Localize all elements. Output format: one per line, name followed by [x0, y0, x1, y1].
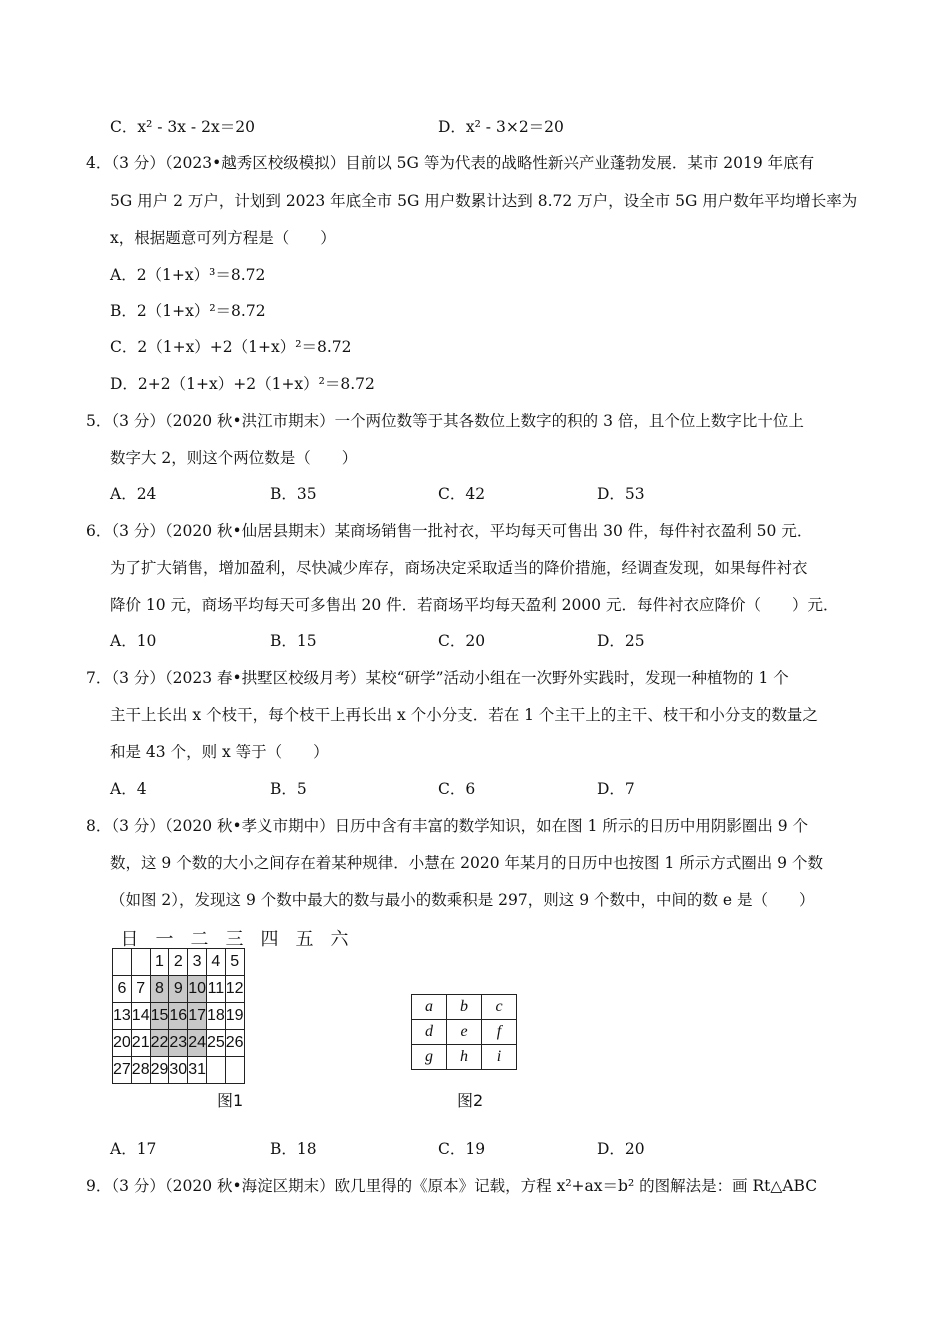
calendar-cell-shaded: 8 [150, 976, 169, 1003]
q8-option-c: C．19 [438, 1140, 486, 1158]
q5-option-c: C．42 [438, 485, 486, 503]
calendar-cell: 25 [206, 1030, 225, 1057]
q4-option-d: D．2+2（1+x）+2（1+x）²＝8.72 [110, 375, 375, 393]
q4-option-a: A．2（1+x）³＝8.72 [110, 266, 266, 284]
calendar-row [113, 1003, 245, 1030]
weekday-sat: 六 [330, 929, 349, 950]
calendar-cell-shaded: 9 [169, 976, 188, 1003]
letter-cell: b [447, 995, 482, 1020]
letter-grid-row [412, 1020, 517, 1045]
q7-option-a: A．4 [110, 780, 147, 798]
letter-cell: e [447, 1020, 482, 1045]
weekday-header [112, 925, 358, 950]
calendar-cell-shaded: 15 [150, 1003, 169, 1030]
calendar-cell-shaded: 17 [188, 1003, 207, 1030]
q5-stem-line2: 数字大 2，则这个两位数是（ ） [110, 449, 358, 467]
q8-stem-line3: （如图 2），发现这 9 个数中最大的数与最小的数乘积是 297，则这 9 个数中，中间的数 e 是（ ） [110, 891, 815, 909]
weekday-mon: 一 [155, 929, 174, 950]
q7-stem-line2: 主干上长出 x 个枝干，每个枝干上再长出 x 个小分支．若在 1 个主干上的主干、枝干和小分支的数量之 [110, 706, 818, 724]
weekday-thu: 四 [260, 929, 279, 950]
q7-option-d: D．7 [597, 780, 635, 798]
q6-stem-line1: 6．（3 分）（2020 秋•仙居县期末）某商场销售一批衬衣，平均每天可售出 30 件，每件衬衣盈利 50 元． [86, 522, 813, 540]
q4-stem-line3: x，根据题意可列方程是（ ） [110, 229, 336, 247]
letter-cell: i [482, 1045, 517, 1070]
calendar-cell-shaded: 16 [169, 1003, 188, 1030]
calendar-cell: 30 [169, 1057, 188, 1084]
weekday-tue: 二 [190, 929, 209, 950]
calendar-row [113, 949, 245, 976]
q5-option-a: A．24 [110, 485, 157, 503]
letter-grid-row [412, 1045, 517, 1070]
weekday-fri: 五 [295, 929, 314, 950]
calendar-cell: 6 [113, 976, 132, 1003]
weekday-wed: 三 [225, 929, 244, 950]
letter-cell: h [447, 1045, 482, 1070]
calendar-cell: 20 [113, 1030, 132, 1057]
calendar-cell: 2 [169, 949, 188, 976]
calendar-cell [225, 1057, 244, 1084]
q4-option-c: C．2（1+x）+2（1+x）²＝8.72 [110, 338, 352, 356]
calendar-row [113, 1030, 245, 1057]
calendar-cell: 7 [131, 976, 150, 1003]
calendar-row [113, 1057, 245, 1084]
calendar-cell: 4 [206, 949, 225, 976]
q8-option-a: A．17 [110, 1140, 157, 1158]
q7-option-b: B．5 [270, 780, 307, 798]
q3-option-d: D．x² ‐ 3×2＝20 [438, 118, 564, 136]
q4-stem-line1: 4．（3 分）（2023•越秀区校级模拟）目前以 5G 等为代表的战略性新兴产业蓬勃发展．某市 2019 年底有 [86, 154, 815, 172]
calendar-grid [112, 948, 245, 1084]
calendar-cell: 12 [225, 976, 244, 1003]
letter-cell: d [412, 1020, 447, 1045]
q9-stem-line1: 9．（3 分）（2020 秋•海淀区期末）欧几里得的《原本》记载，方程 x²+ax＝b² 的图解法是：画 Rt△ABC [86, 1177, 818, 1195]
calendar-cell [206, 1057, 225, 1084]
q3-option-c: C．x² ‐ 3x ‐ 2x＝20 [110, 118, 255, 136]
letter-grid-row [412, 995, 517, 1020]
calendar-cell [131, 949, 150, 976]
calendar-cell-shaded: 10 [188, 976, 207, 1003]
q6-stem-line3: 降价 10 元，商场平均每天可多售出 20 件．若商场平均每天盈利 2000 元．每件衬衣应降价（ ）元． [110, 596, 839, 614]
calendar-cell-shaded: 24 [188, 1030, 207, 1057]
figure2-caption: 图2 [457, 1091, 484, 1110]
q6-option-c: C．20 [438, 632, 486, 650]
q7-stem-line3: 和是 43 个，则 x 等于（ ） [110, 743, 329, 761]
calendar-cell: 14 [131, 1003, 150, 1030]
calendar-cell-shaded: 23 [169, 1030, 188, 1057]
calendar-cell: 5 [225, 949, 244, 976]
calendar-row [113, 976, 245, 1003]
calendar-cell: 11 [206, 976, 225, 1003]
q8-option-b: B．18 [270, 1140, 317, 1158]
calendar-cell: 19 [225, 1003, 244, 1030]
q4-stem-line2: 5G 用户 2 万户，计划到 2023 年底全市 5G 用户数累计达到 8.72 万户，设全市 5G 用户数年平均增长率为 [110, 192, 858, 210]
q8-stem-line2: 数，这 9 个数的大小之间存在着某种规律．小慧在 2020 年某月的日历中也按图 1 所示方式圈出 9 个数 [110, 854, 823, 872]
calendar-cell: 28 [131, 1057, 150, 1084]
q6-option-b: B．15 [270, 632, 317, 650]
q5-option-d: D．53 [597, 485, 645, 503]
calendar-cell: 29 [150, 1057, 169, 1084]
q8-option-d: D．20 [597, 1140, 645, 1158]
letter-grid-figure [411, 994, 517, 1070]
q8-stem-line1: 8．（3 分）（2020 秋•孝义市期中）日历中含有丰富的数学知识，如在图 1 所示的日历中用阴影圈出 9 个 [86, 817, 809, 835]
calendar-cell: 27 [113, 1057, 132, 1084]
weekday-sun: 日 [120, 929, 139, 950]
calendar-cell: 21 [131, 1030, 150, 1057]
calendar-cell: 3 [188, 949, 207, 976]
q5-option-b: B．35 [270, 485, 317, 503]
q4-option-b: B．2（1+x）²＝8.72 [110, 302, 266, 320]
calendar-cell: 18 [206, 1003, 225, 1030]
q5-stem-line1: 5．（3 分）（2020 秋•洪江市期末）一个两位数等于其各数位上数字的积的 3 倍，且个位上数字比十位上 [86, 412, 804, 430]
calendar-cell [113, 949, 132, 976]
calendar-cell-shaded: 22 [150, 1030, 169, 1057]
q7-stem-line1: 7．（3 分）（2023 春•拱墅区校级月考）某校“研学”活动小组在一次野外实践时，发现一种植物的 1 个 [86, 669, 789, 687]
figure1-caption: 图1 [217, 1091, 244, 1110]
calendar-cell: 13 [113, 1003, 132, 1030]
q7-option-c: C．6 [438, 780, 476, 798]
q6-stem-line2: 为了扩大销售，增加盈利，尽快减少库存，商场决定采取适当的降价措施，经调查发现，如果每件衬衣 [110, 559, 808, 577]
calendar-cell: 1 [150, 949, 169, 976]
letter-cell: f [482, 1020, 517, 1045]
calendar-cell: 31 [188, 1057, 207, 1084]
letter-cell: g [412, 1045, 447, 1070]
letter-cell: a [412, 995, 447, 1020]
q6-option-a: A．10 [110, 632, 157, 650]
calendar-cell: 26 [225, 1030, 244, 1057]
letter-cell: c [482, 995, 517, 1020]
q6-option-d: D．25 [597, 632, 645, 650]
